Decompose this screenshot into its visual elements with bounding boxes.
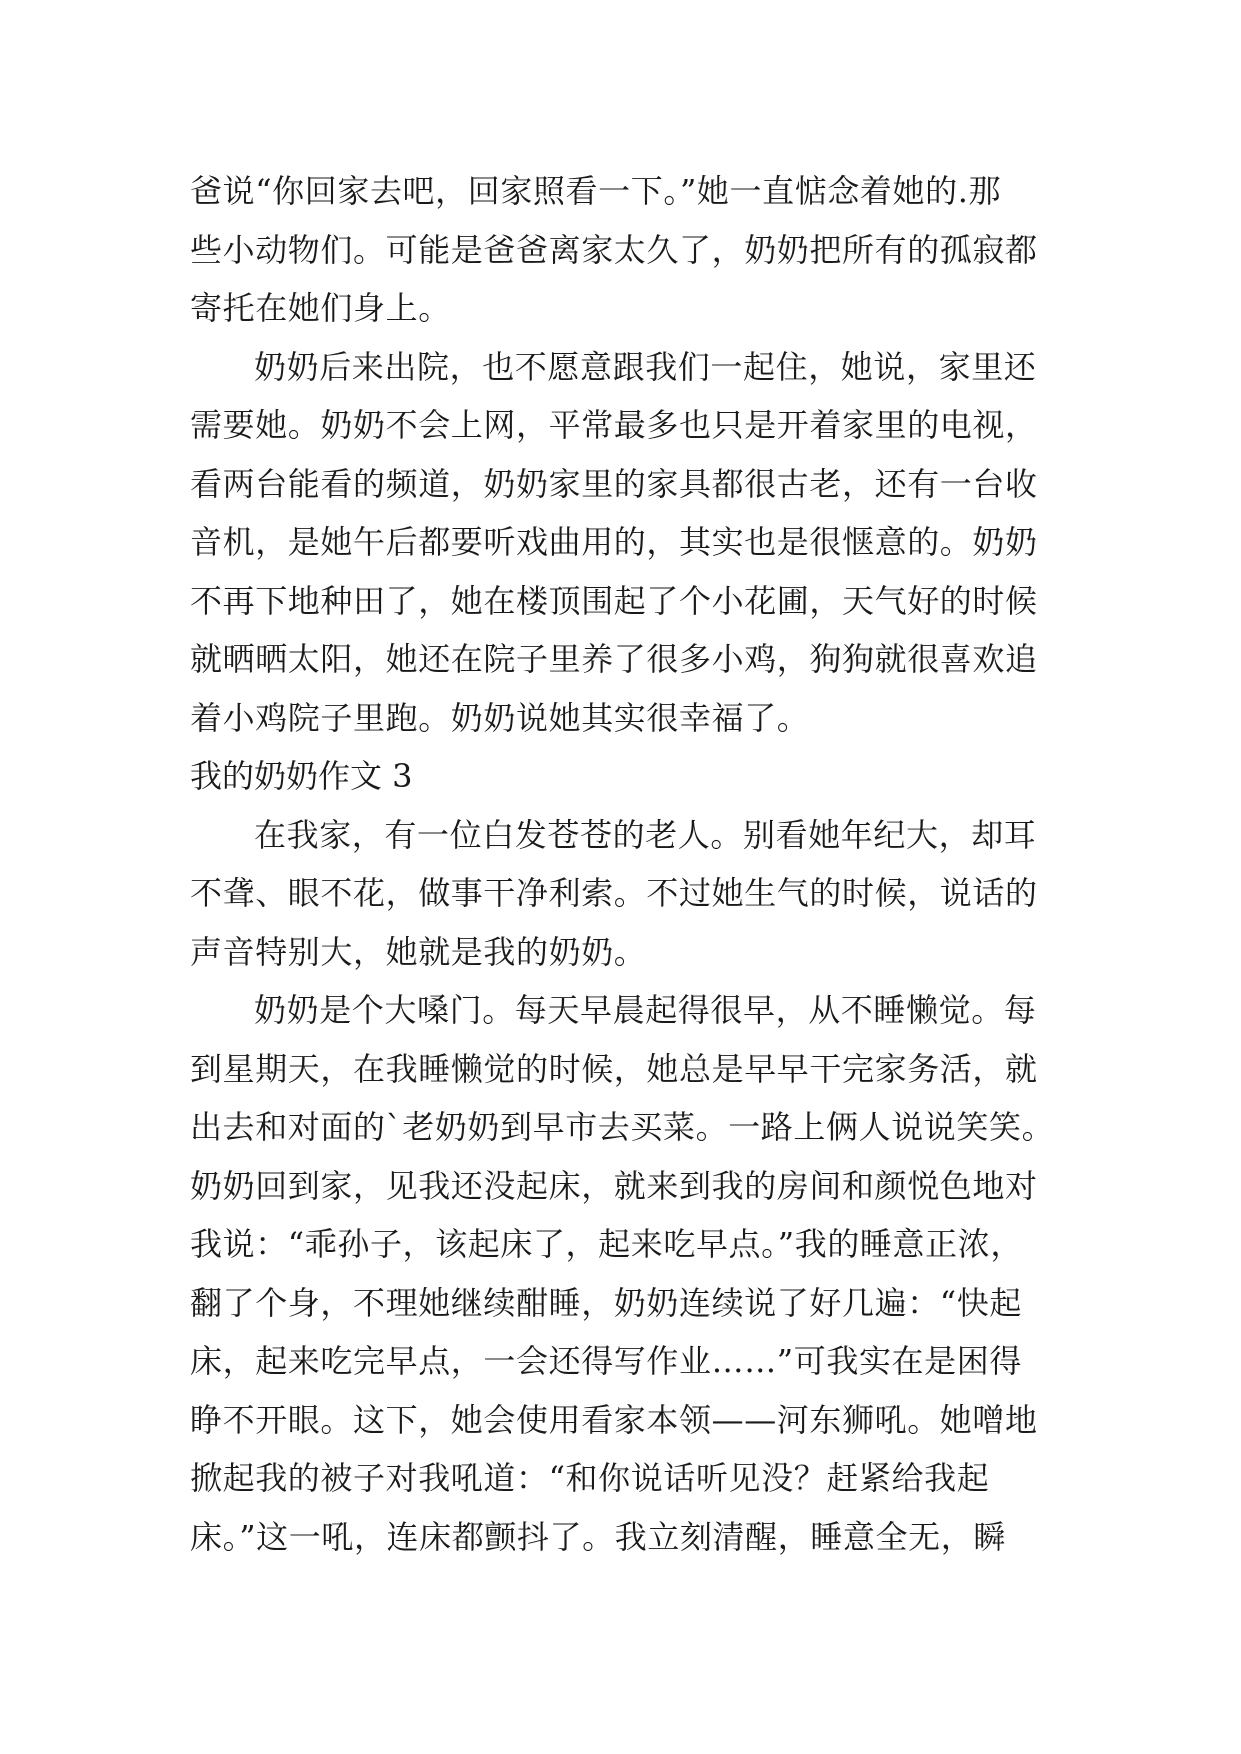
text-line: 就晒晒太阳，她还在院子里养了很多小鸡，狗狗就很喜欢追 xyxy=(190,640,1038,678)
section-heading: 我的奶奶作文 3 xyxy=(190,757,413,795)
text-line: 些小动物们。可能是爸爸离家太久了，奶奶把所有的孤寂都 xyxy=(190,230,1038,269)
text-line: 寄托在她们身上。 xyxy=(190,289,451,327)
text-line: 奶奶回到家，见我还没起床，就来到我的房间和颜悦色地对 xyxy=(190,1166,1038,1205)
text-line: 声音特别大，她就是我的奶奶。 xyxy=(190,932,647,971)
text-line: 需要她。奶奶不会上网，平常最多也只是开着家里的电视， xyxy=(190,406,1038,444)
text-line: 着小鸡院子里跑。奶奶说她其实很幸福了。 xyxy=(190,698,810,737)
text-line: 到星期天，在我睡懒觉的时候，她总是早早干完家务活，就 xyxy=(190,1049,1038,1088)
text-line: 爸说“你回家去吧，回家照看一下。”她一直惦念着她的.那 xyxy=(190,172,1002,210)
text-line: 我说：“乖孙子，该起床了，起来吃早点。”我的睡意正浓， xyxy=(190,1225,1023,1263)
paragraph-first-line: 奶奶后来出院，也不愿意跟我们一起住，她说，家里还 xyxy=(254,347,1037,386)
text-line: 不再下地种田了，她在楼顶围起了个小花圃，天气好的时候 xyxy=(190,581,1038,620)
text-line: 睁不开眼。这下，她会使用看家本领——河东狮吼。她噌地 xyxy=(190,1400,1038,1439)
text-line: 不聋、眼不花，做事干净利索。不过她生气的时候，说话的 xyxy=(190,874,1038,912)
text-line: 音机，是她午后都要听戏曲用的，其实也是很惬意的。奶奶 xyxy=(190,523,1038,561)
text-line: 看两台能看的频道，奶奶家里的家具都很古老，还有一台收 xyxy=(190,464,1038,503)
text-line: 掀起我的被子对我吼道：“和你说话听见没？赶紧给我起 xyxy=(190,1459,990,1497)
document-page xyxy=(190,162,1056,1566)
text-line: 床。”这一吼，连床都颤抖了。我立刻清醒，睡意全无，瞬 xyxy=(190,1517,1006,1556)
text-line: 出去和对面的`老奶奶到早市去买菜。一路上俩人说说笑笑。 xyxy=(190,1108,1055,1146)
text-line: 床，起来吃完早点，一会还得写作业……”可我实在是困得 xyxy=(190,1342,1022,1380)
text-line: 翻了个身，不理她继续酣睡，奶奶连续说了好几遍：“快起 xyxy=(190,1283,1022,1322)
paragraph-first-line: 在我家，有一位白发苍苍的老人。别看她年纪大，却耳 xyxy=(254,815,1037,854)
paragraph-first-line: 奶奶是个大嗓门。每天早晨起得很早，从不睡懒觉。每 xyxy=(254,991,1037,1029)
